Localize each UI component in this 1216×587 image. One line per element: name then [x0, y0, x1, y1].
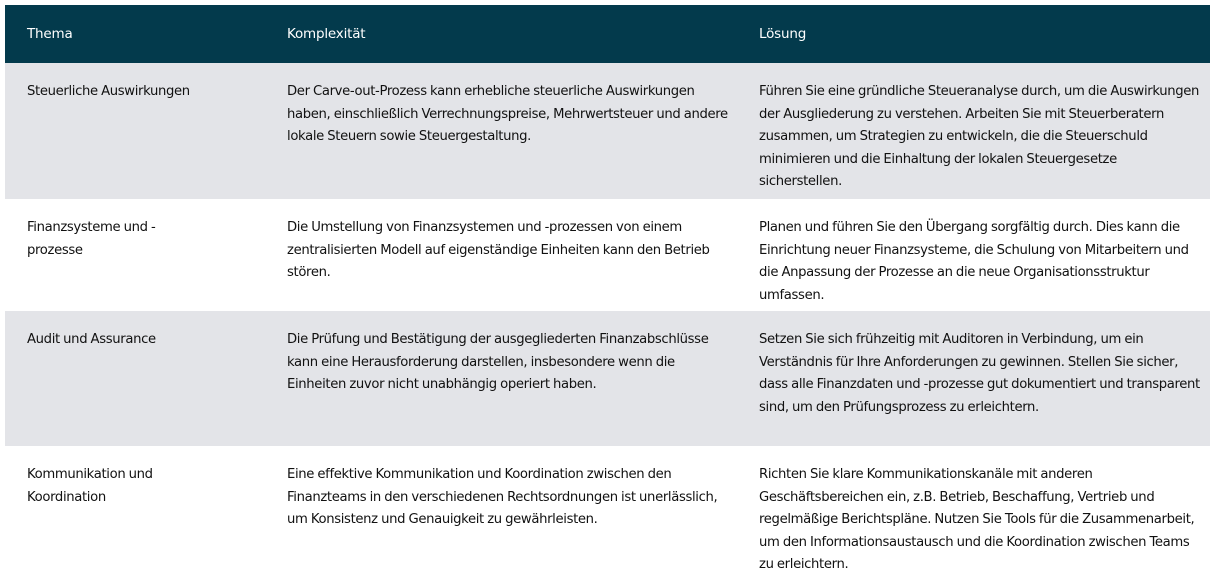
topic-text: Finanzsysteme und -prozesse [27, 220, 156, 258]
solution-cell: Planen und führen Sie den Übergang sorgfältig durch. Dies kann die Einrichtung neuer Finanzsysteme, die Schulung von Mitarbeitern und die Anpassung der Prozesse an die neue Organisationsstruktur umfassen. [759, 220, 1189, 303]
topic-cell: Steuerliche Auswirkungen [27, 84, 190, 99]
table-row [5, 311, 1210, 446]
table-header [5, 5, 1210, 63]
complexity-cell: Eine effektive Kommunikation und Koordination zwischen den Finanzteams in den verschiedenen Rechtsordnungen ist unerlässlich, um Konsistenz und Genauigkeit zu gewährleisten. [287, 467, 718, 527]
header-loesung: Lösung [759, 26, 807, 42]
header-komplexitaet: Komplexität [287, 26, 366, 42]
topic-cell [5, 446, 266, 587]
table-row [5, 446, 1210, 587]
topic-cell [5, 199, 266, 311]
complexity-cell: Der Carve-out-Prozess kann erhebliche steuerliche Auswirkungen haben, einschließlich Verrechnungspreise, Mehrwertsteuer und andere lokale Steuern sowie Steuergestaltung. [287, 84, 728, 144]
solution-cell: Setzen Sie sich frühzeitig mit Auditoren in Verbindung, um ein Verständnis für Ihre Anforderungen zu gewinnen. Stellen Sie sicher, dass alle Finanzdaten und -prozesse gut dokumentiert und transparent sind, um den Prüfungsprozess zu erleichtern. [759, 332, 1200, 415]
table-row [5, 63, 1210, 199]
complexity-cell: Die Umstellung von Finanzsystemen und -prozessen von einem zentralisierten Modell auf eigenständige Einheiten kann den Betrieb stören. [287, 220, 710, 280]
solution-cell: Führen Sie eine gründliche Steueranalyse durch, um die Auswirkungen der Ausgliederung zu verstehen. Arbeiten Sie mit Steuerberatern zusammen, um Strategien zu entwickeln, die die Steuerschuld minimieren und die Einhaltung der lokalen Steuergesetze sicherstellen. [759, 84, 1200, 189]
table-row [5, 199, 1210, 311]
table-body [5, 63, 1210, 587]
header-row [5, 5, 1210, 63]
solution-cell: Richten Sie klare Kommunikationskanäle mit anderen Geschäftsbereichen ein, z.B. Betrieb, Beschaffung, Vertrieb und regelmäßige Berichtspläne. Nutzen Sie Tools für die Zusammenarbeit, um den Informationsaustausch und die Koordination zwischen Teams zu erleichtern. [759, 467, 1195, 572]
complexity-cell: Die Prüfung und Bestätigung der ausgegliederten Finanzabschlüsse kann eine Herausforderung darstellen, insbesondere wenn die Einheiten zuvor nicht unabhängig operiert haben. [287, 332, 709, 392]
carve-out-finance-table [5, 5, 1210, 587]
header-thema: Thema [27, 26, 73, 42]
topic-text: Kommunikation und Koordination [27, 467, 153, 505]
topic-cell: Audit und Assurance [27, 332, 156, 347]
